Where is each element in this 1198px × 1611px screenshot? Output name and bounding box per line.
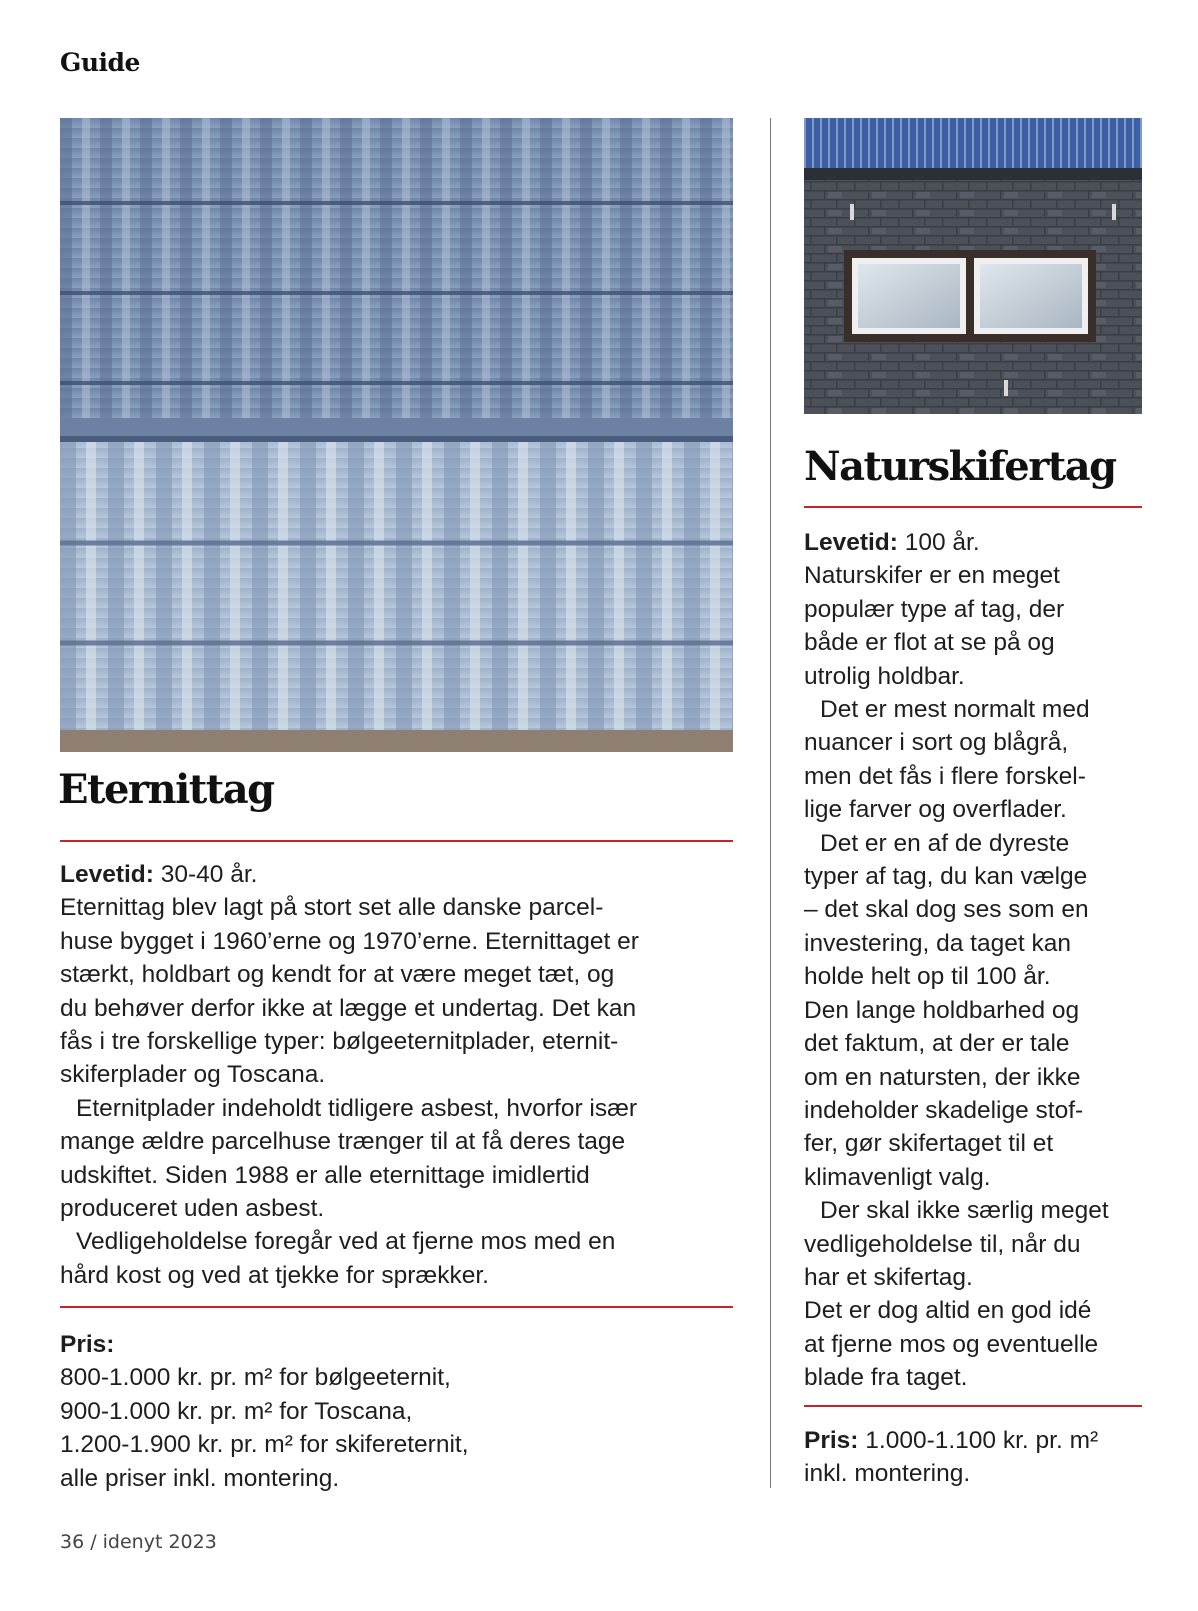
naturskifer-price-value: 1.000-1.100 kr. pr. m² xyxy=(858,1427,1099,1454)
naturskifer-line: det faktum, at der er tale xyxy=(804,1030,1070,1058)
eternit-line: produceret uden asbest. xyxy=(60,1195,325,1223)
eternit-line: hård kost og ved at tjekke for sprækker. xyxy=(60,1261,489,1289)
naturskifer-line: blade fra taget. xyxy=(804,1364,968,1392)
naturskifer-line: Det er mest normalt med xyxy=(820,696,1090,724)
naturskifer-line: men det fås i flere forskel- xyxy=(804,762,1086,790)
naturskifer-line: Der skal ikke særlig meget xyxy=(820,1197,1109,1225)
naturskifer-line: utrolig holdbar. xyxy=(804,662,965,690)
eternit-roof-photo xyxy=(60,118,733,752)
naturskifer-line: Naturskifer er en meget xyxy=(804,562,1060,590)
naturskifer-line: Den lange holdbarhed og xyxy=(804,996,1080,1024)
eternit-line: skiferplader og Toscana. xyxy=(60,1061,326,1089)
eternit-lifetime-label: Levetid: xyxy=(60,861,154,888)
naturskifer-line: om en natursten, der ikke xyxy=(804,1063,1081,1091)
eternit-line: huse bygget i 1960’erne og 1970’erne. Eternittaget er xyxy=(60,927,639,955)
slate-roof-illustration xyxy=(804,118,1142,414)
naturskifer-line: har et skifertag. xyxy=(804,1263,973,1291)
eternit-line: Eternittag blev lagt på stort set alle danske parcel- xyxy=(60,894,604,922)
page-footer: 36 / idenyt 2023 xyxy=(60,1531,217,1553)
naturskifer-line: Det er en af de dyreste xyxy=(820,829,1070,857)
naturskifer-line: nuancer i sort og blågrå, xyxy=(804,729,1069,757)
eternit-heading: Eternittag xyxy=(58,766,274,813)
naturskifer-lifetime-value: 100 år. xyxy=(897,529,980,556)
naturskifer-line: investering, da taget kan xyxy=(804,929,1071,957)
eternit-price-line: 900-1.000 kr. pr. m² for Toscana, xyxy=(60,1397,413,1425)
eternit-line: Vedligeholdelse foregår ved at fjerne mos med en xyxy=(76,1228,616,1256)
column-divider xyxy=(770,118,771,1488)
naturskifer-line: vedligeholdelse til, når du xyxy=(804,1230,1081,1258)
eternit-price-line: alle priser inkl. montering. xyxy=(60,1464,340,1492)
naturskifer-line: at fjerne mos og eventuelle xyxy=(804,1330,1099,1358)
eternit-line: udskiftet. Siden 1988 er alle eternittage imidlertid xyxy=(60,1161,590,1189)
eternit-lifetime xyxy=(60,858,750,891)
naturskifer-line: populær type af tag, der xyxy=(804,595,1065,623)
naturskifer-line: klimavenligt valg. xyxy=(804,1163,991,1191)
eternit-line: fås i tre forskellige typer: bølgeeternitplader, eternit- xyxy=(60,1028,619,1056)
eternit-roof-illustration xyxy=(60,118,733,752)
naturskifer-line: holde helt op til 100 år. xyxy=(804,963,1051,991)
eternit-price-line: 800-1.000 kr. pr. m² for bølgeeternit, xyxy=(60,1364,451,1392)
naturskifer-line: fer, gør skifertaget til et xyxy=(804,1130,1054,1158)
eternit-price-label: Pris: xyxy=(60,1331,115,1358)
eternit-price-line: 1.200-1.900 kr. pr. m² for skifereternit, xyxy=(60,1431,469,1459)
naturskifer-body xyxy=(804,526,1164,1395)
eternit-line: du behøver derfor ikke at lægge et undertag. Det kan xyxy=(60,994,637,1022)
section-label: Guide xyxy=(60,48,140,77)
eternit-heading-rule xyxy=(60,840,733,842)
naturskifer-heading-rule xyxy=(804,506,1142,508)
eternit-line: mange ældre parcelhuse trænger til at få deres tage xyxy=(60,1128,626,1156)
naturskifer-line: – det skal dog ses som en xyxy=(804,896,1089,924)
naturskifer-price xyxy=(804,1424,1164,1491)
eternit-line: stærkt, holdbart og kendt for at være meget tæt, og xyxy=(60,961,615,989)
naturskifer-lifetime-label: Levetid: xyxy=(804,529,898,556)
eternit-price-rule xyxy=(60,1306,733,1308)
naturskifer-line: lige farver og overflader. xyxy=(804,796,1067,824)
naturskifer-price-label: Pris: xyxy=(804,1427,859,1454)
naturskifer-price-rule xyxy=(804,1405,1142,1407)
slate-roof-photo xyxy=(804,118,1142,414)
naturskifer-line: indeholder skadelige stof- xyxy=(804,1096,1084,1124)
naturskifer-heading: Naturskifertag xyxy=(804,443,1116,490)
eternit-body xyxy=(60,858,750,1292)
eternit-lifetime-value: 30-40 år. xyxy=(153,861,258,888)
naturskifer-line: typer af tag, du kan vælge xyxy=(804,863,1088,891)
eternit-line: Eternitplader indeholdt tidligere asbest, hvorfor især xyxy=(76,1094,638,1122)
naturskifer-line: både er flot at se på og xyxy=(804,629,1055,657)
naturskifer-price-line2: inkl. montering. xyxy=(804,1460,971,1488)
naturskifer-lifetime xyxy=(804,526,1164,559)
naturskifer-line: Det er dog altid en god idé xyxy=(804,1297,1092,1325)
eternit-price xyxy=(60,1328,750,1495)
